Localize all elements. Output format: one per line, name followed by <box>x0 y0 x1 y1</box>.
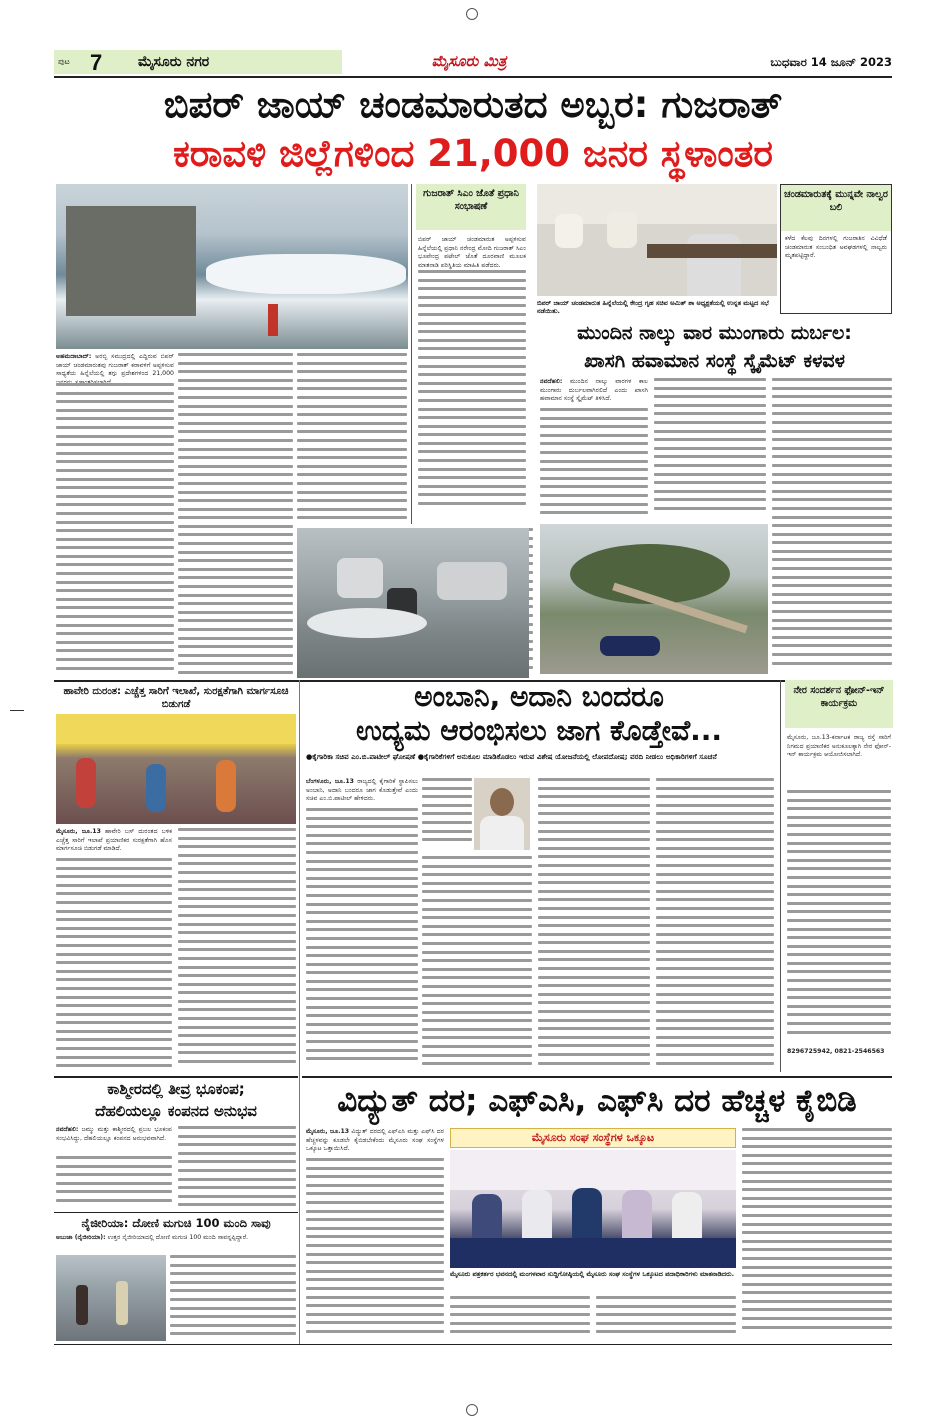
mb-patil-portrait <box>474 778 530 850</box>
haveri-dateline: ಮೈಸೂರು, ಜೂ.13 <box>56 828 101 835</box>
power-headline: ವಿದ್ಯುತ್ ದರ; ಎಫ್‌ಎಸಿ, ಎಫ್‌ಸಿ ದರ ಹೆಚ್ಚಳ ಕೈಬಿಡಿ <box>337 1083 857 1119</box>
ambani-col3-lines <box>538 778 650 1072</box>
phone-in-contact: 8296725942, 0821-2546563 <box>787 1048 885 1055</box>
monsoon-intro-text: ಮುಂದಿನ ನಾಲ್ಕು ವಾರಗಳ ಕಾಲ ಮುಂಗಾರು ದುರ್ಬಲವಾಗಿರಲಿದೆ ಎಂದು ಖಾಸಗಿ ಹವಾಮಾನ ಸಂಸ್ಥೆ ಸ್ಕೈಮೆಟ್ ತಿಳಿಸಿದೆ. <box>540 378 648 403</box>
lead-col3-lines <box>297 353 407 523</box>
registration-mark-bottom <box>466 1404 478 1416</box>
bottom-rule <box>54 1344 892 1345</box>
deaths-box-title: ಚಂಡಮಾರುತಕ್ಕೆ ಮುನ್ನವೇ ನಾಲ್ವರ ಬಲಿ <box>784 189 888 213</box>
haveri-intro-text: ಹಾವೇರಿ ಬಸ್ ದುರಂತದ ಬಳಿಕ ಎಚ್ಚೆತ್ತ ಸಾರಿಗೆ ಇಲಾಖೆ ಪ್ರಯಾಣಿಕರ ಸುರಕ್ಷತೆಗಾಗಿ ಹೊಸ ಮಾರ್ಗಸೂಚಿ ಬಿಡುಗಡೆ ಮಾಡಿದೆ. <box>56 828 172 853</box>
kashmir-dateline: ನವದೆಹಲಿ: <box>56 1126 79 1133</box>
issue-date: ಬುಧವಾರ 14 ಜೂನ್ 2023 <box>770 55 892 69</box>
monsoon-headline-line2: ಖಾಸಗಿ ಹವಾಮಾನ ಸಂಸ್ಥೆ ಸ್ಕೈಮೆಟ್ ಕಳವಳ <box>584 350 845 372</box>
power-intro <box>306 1128 444 1154</box>
pm-box-title: ಗುಜರಾತ್ ಸಿಎಂ ಜೊತೆ ಪ್ರಧಾನಿ ಸಂಭಾಷಣೆ <box>423 188 519 212</box>
amit-shah-meeting-photo <box>537 184 777 296</box>
press-meet-caption: ಮೈಸೂರು ಪತ್ರಕರ್ತರ ಭವನದಲ್ಲಿ ಮಂಗಳವಾರ ಸುದ್ದಿಗೋಷ್ಠಿಯಲ್ಲಿ ಮೈಸೂರು ಸಂಘ ಸಂಸ್ಥೆಗಳ ಒಕ್ಕೂಟದ ಪದಾಧಿಕಾರಿಗಳು ಮಾತನಾಡಿದರು. <box>450 1270 735 1278</box>
cyclone-waves-photo <box>56 184 408 349</box>
rain-traffic-photo <box>297 528 529 678</box>
power-col3-lines <box>596 1296 736 1340</box>
pm-box <box>411 184 533 524</box>
haveri-col1-lines <box>56 858 172 1074</box>
kashmir-headline-line1: ಕಾಶ್ಮೀರದಲ್ಲಿ ತೀವ್ರ ಭೂಕಂಪ; <box>107 1080 245 1098</box>
column-rule-left <box>299 680 300 1344</box>
masthead-rule <box>54 76 892 78</box>
power-intro-text: ವಿದ್ಯುತ್ ದರದಲ್ಲಿ ಎಫ್‌ಎಸಿ ಮತ್ತು ಎಫ್‌ಸಿ ದರ ಹೆಚ್ಚಳವನ್ನು ಕೂಡಲೇ ಕೈಬಿಡಬೇಕೆಂದು ಮೈಸೂರು ಸಂಘ ಸಂಸ್ಥೆಗಳ ಒಕ್ಕೂಟ ಒತ್ತಾಯಿಸಿದೆ. <box>306 1128 444 1153</box>
kashmir-intro-text: ಜಮ್ಮು ಮತ್ತು ಕಾಶ್ಮೀರದಲ್ಲಿ ಪ್ರಬಲ ಭೂಕಂಪ ಸಂಭವಿಸಿದ್ದು, ದೆಹಲಿಯಲ್ಲೂ ಕಂಪನದ ಅನುಭವವಾಗಿದೆ. <box>56 1126 172 1142</box>
press-meet-photo <box>450 1150 736 1268</box>
power-col4-lines <box>742 1128 892 1338</box>
lead-dateline: ಅಹಮದಾಬಾದ್: <box>56 353 92 360</box>
monsoon-col2-lines <box>654 378 766 520</box>
haveri-col2-lines <box>178 828 296 1074</box>
ambani-headline-line1: ಅಂಬಾನಿ, ಅದಾನಿ ಬಂದರೂ <box>414 680 664 713</box>
deaths-box <box>780 184 892 314</box>
lead-col2-lines <box>178 353 293 679</box>
section-name: ಮೈಸೂರು ನಗರ <box>138 54 210 70</box>
pm-box-body-lines <box>418 270 526 515</box>
ambani-col1-lines <box>306 808 418 1072</box>
bus-crowd-photo <box>56 714 296 824</box>
nigeria-intro <box>56 1234 296 1252</box>
pm-box-text: ಬಿಪರ್ ಜಾಯ್ ಚಂಡಮಾರುತ ಅಪ್ಪಳಿಸುವ ಹಿನ್ನೆಲೆಯಲ್ಲಿ ಪ್ರಧಾನಿ ನರೇಂದ್ರ ಮೋದಿ ಗುಜರಾತ್ ಸಿಎಂ ಭೂಪೇಂದ್ರ ಪಟೇಲ್ ಜೊತೆ ದೂರವಾಣಿ ಮೂಲಕ ಮಾತನಾಡಿ ಪರಿಸ್ಥಿತಿಯ ಮಾಹಿತಿ ಪಡೆದರು. <box>418 236 526 269</box>
crop-mark-left <box>10 710 24 711</box>
ambani-headline-line2: ಉದ್ಯಮ ಆರಂಭಿಸಲು ಜಾಗ ಕೊಡ್ತೇವೆ... <box>355 714 723 747</box>
monsoon-col1-lines <box>540 408 648 520</box>
kashmir-intro <box>56 1126 172 1152</box>
deaths-box-text: ಕಳೆದ ಕೆಲವು ದಿನಗಳಲ್ಲಿ ಗುಜರಾತಿನ ವಿವಿಧೆಡೆ ಚಂಡಮಾರುತ ಸಂಬಂಧಿತ ಅವಘಡಗಳಲ್ಲಿ ನಾಲ್ವರು ಮೃತಪಟ್ಟಿದ್ದಾರೆ. <box>785 235 887 260</box>
power-dateline: ಮೈಸೂರು, ಜೂ.13 <box>306 1128 350 1135</box>
kashmir-col2-lines <box>178 1126 296 1210</box>
fallen-tree-photo <box>540 524 768 674</box>
phone-in-text: ಮೈಸೂರು, ಜೂ.13-ಕರ್ನಾಟಕ ರಾಜ್ಯ ರಸ್ತೆ ಸಾರಿಗೆ ನಿಗಮದ ಪ್ರಯಾಣಿಕರ ಅನುಕೂಲಕ್ಕಾಗಿ ನೇರ ಫೋನ್-ಇನ್ ಕಾರ್ಯಕ್ರಮ ಆಯೋಜಿಸಲಾಗಿದೆ. <box>787 734 891 759</box>
nigeria-headline: ನೈಜೀರಿಯಾ: ದೋಣಿ ಮಗುಚಿ 100 ಮಂದಿ ಸಾವು <box>81 1216 271 1230</box>
lead-intro-text: ಅರಬ್ಬಿ ಸಮುದ್ರದಲ್ಲಿ ಎದ್ದಿರುವ ಬಿಪರ್ ಜಾಯ್ ಚಂಡಮಾರುತವು ಗುಜರಾತ್ ಕರಾವಳಿಗೆ ಅಪ್ಪಳಿಸುವ ಸಾಧ್ಯತೆಯ ಹಿನ್ನೆಲೆಯಲ್ಲಿ ತಗ್ಗು ಪ್ರದೇಶಗಳಿಂದ 21,000 <box>56 353 175 378</box>
page-label: ಪುಟ <box>58 57 70 66</box>
phone-in-box <box>780 680 892 1072</box>
kashmir-headline-line2: ದೆಹಲಿಯಲ್ಲೂ ಕಂಪನದ ಅನುಭವ <box>95 1102 257 1120</box>
ambani-col2a-lines <box>422 778 472 850</box>
ambani-col4-lines <box>656 778 774 1072</box>
monsoon-col3-lines <box>772 378 892 674</box>
paper-logo: ಮೈಸೂರು ಮಿತ್ರ <box>431 52 507 70</box>
lead-headline-line1: ಬಿಪರ್ ಜಾಯ್ ಚಂಡಮಾರುತದ ಅಬ್ಬರ: ಗುಜರಾತ್ <box>163 83 783 126</box>
meeting-photo-caption: ಬಿಪರ್ ಜಾಯ್ ಚಂಡಮಾರುತ ಹಿನ್ನೆಲೆಯಲ್ಲಿ ಕೇಂದ್ರ ಗೃಹ ಸಚಿವ ಅಮಿತ್ ಶಾ ಅಧ್ಯಕ್ಷತೆಯಲ್ಲಿ ಉನ್ನತ ಮಟ್ಟದ ಸಭೆ ನಡೆಯಿತು. <box>537 299 769 315</box>
nigeria-boat-photo <box>56 1255 166 1341</box>
masthead <box>54 48 892 78</box>
power-col2-lines <box>450 1296 590 1340</box>
phone-in-body-lines <box>787 790 891 1045</box>
haveri-intro <box>56 828 172 854</box>
ambani-kicker: ●ಕೈಗಾರಿಕಾ ಸಚಿವ ಎಂ.ಬಿ.ಪಾಟೀಲ್ ಘೋಷಣೆ ●ಕೈಗಾರಿಕೆಗಳಿಗೆ ಅನುಕೂಲ ಮಾಡಿಕೊಡಲು ಇರುವ ವಿಶೇಷ ಯೋಜನೆಯಲ್ಲಿ ಲೋಪದೋಷ; ವರದಿ ನೀಡಲು ಅಧಿಕಾರಿಗಳಿಗೆ ಸೂಚನೆ <box>306 752 717 761</box>
monsoon-dateline: ನವದೆಹಲಿ: <box>540 378 563 385</box>
nigeria-dateline: ಅಬುಜಾ (ನೈಜೀರಿಯಾ): <box>56 1234 106 1241</box>
phone-in-title: ನೇರ ಸಂದರ್ಶನ ಫೋನ್-ಇನ್ ಕಾರ್ಯಕ್ರಮ <box>793 685 885 709</box>
monsoon-headline-line1: ಮುಂದಿನ ನಾಲ್ಕು ವಾರ ಮುಂಗಾರು ದುರ್ಬಲ: <box>577 322 852 344</box>
lead-headline-line2: ಕರಾವಳಿ ಜಿಲ್ಲೆಗಳಿಂದ 21,000 ಜನರ ಸ್ಥಳಾಂತರ <box>173 132 773 175</box>
power-sub-banner-text: ಮೈಸೂರು ಸಂಘ ಸಂಸ್ಥೆಗಳ ಒಕ್ಕೂಟ <box>531 1131 655 1144</box>
power-col1-lines <box>306 1158 444 1338</box>
page-number: 7 <box>90 50 103 75</box>
ambani-intro-text: ರಾಜ್ಯದಲ್ಲಿ ಕೈಗಾರಿಕೆ ಸ್ಥಾಪಿಸಲು ಅಂಬಾನಿ, ಅದಾನಿ ಬಂದರೂ ಜಾಗ ಕೊಡುತ್ತೇವೆ ಎಂದು ಸಚಿವ ಎಂ.ಬಿ.ಪಾಟೀಲ್ ಹೇಳಿದರು. <box>306 778 419 803</box>
nigeria-intro-text: ಉತ್ತರ ನೈಜೀರಿಯಾದಲ್ಲಿ ದೋಣಿ ಮಗುಚಿ 100 ಮಂದಿ ಸಾವನ್ನಪ್ಪಿದ್ದಾರೆ. <box>107 1234 249 1241</box>
nigeria-col-lines <box>170 1255 296 1341</box>
haveri-headline: ಹಾವೇರಿ ದುರಂತ: ಎಚ್ಚೆತ್ತ ಸಾರಿಗೆ ಇಲಾಖೆ, ಸುರಕ್ಷತೆಗಾಗಿ ಮಾರ್ಗಸೂಚಿ ಬಿಡುಗಡೆ <box>63 686 289 710</box>
section-divider-3 <box>54 1212 298 1213</box>
monsoon-intro <box>540 378 648 404</box>
kashmir-col1-lines <box>56 1156 172 1210</box>
lead-col1-lines <box>56 383 174 679</box>
registration-mark-top <box>466 8 478 20</box>
ambani-col2b-lines <box>422 856 532 1072</box>
ambani-dateline: ಬೆಂಗಳೂರು, ಜೂ.13 <box>306 778 354 785</box>
lead-intro <box>56 353 174 379</box>
ambani-intro <box>306 778 418 804</box>
